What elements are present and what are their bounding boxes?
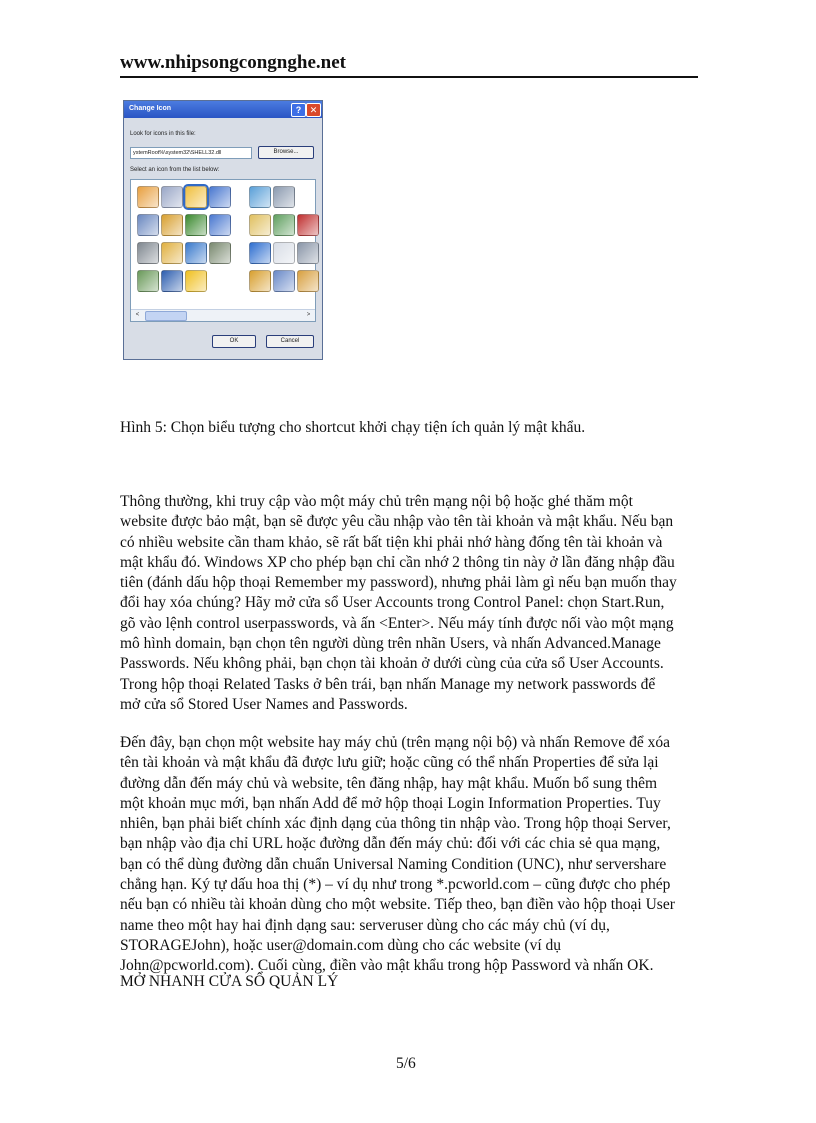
cancel-button[interactable]: Cancel — [266, 335, 314, 348]
paragraph-line: mật khẩu đó. Windows XP cho phép bạn chỉ cần nhớ 2 thông tin này ở lần đăng nhập đầu — [120, 553, 675, 571]
scroll-right-icon[interactable]: > — [306, 312, 311, 318]
key-icon[interactable] — [185, 186, 207, 208]
ok-button[interactable]: OK — [212, 335, 256, 348]
search-icon[interactable] — [273, 270, 295, 292]
paragraph-line: mở cửa sổ Stored User Names and Passwords. — [120, 695, 408, 713]
paragraph-line: bạn nhập vào địa chỉ URL hoặc đường dẫn đến máy chủ: đối với các chia sẻ qua mạng, — [120, 835, 661, 853]
recycle-icon[interactable] — [137, 270, 159, 292]
scroll-thumb[interactable] — [145, 311, 187, 321]
paragraph-line: bạn có thể dùng đường dẫn chuẩn Universal Naming Condition (UNC), như servershare — [120, 855, 667, 873]
dialog-title: Change Icon — [129, 105, 172, 112]
open-folder-icon[interactable] — [161, 242, 183, 264]
scroll-left-icon[interactable]: < — [135, 312, 140, 318]
paragraph-line: gõ vào lệnh control userpasswords, và ấn <Enter>. Nếu máy tính được nối vào một mạng — [120, 614, 674, 632]
network-icon[interactable] — [249, 186, 271, 208]
tree-icon[interactable] — [185, 214, 207, 236]
browse-button[interactable]: Browse... — [258, 146, 314, 159]
users-icon[interactable] — [161, 270, 183, 292]
photo-icon[interactable] — [297, 270, 319, 292]
dialog-titlebar — [124, 101, 322, 118]
paragraph-line: nếu bạn có nhiều tài khoản dùng cho một website. Tiếp theo, bạn điền vào hộp thoại User — [120, 896, 675, 914]
icon-list[interactable] — [130, 179, 316, 322]
lock-icon[interactable] — [249, 270, 271, 292]
window-icon[interactable] — [137, 186, 159, 208]
change-icon-dialog — [123, 100, 323, 360]
folder-icon[interactable] — [161, 214, 183, 236]
paragraph-line: tiên (đánh dấu hộp thoại Remember my password), nhưng phải làm gì nếu bạn muốn thay — [120, 574, 677, 592]
paragraph-1 — [120, 492, 720, 715]
paragraph-line: một khoản mục mới, bạn nhấn Add để mở hộp thoại Login Information Properties. Tuy — [120, 794, 661, 812]
paragraph-line: John@pcworld.com). Cuối cùng, điền vào mật khẩu trong hộp Password và nhấn OK. — [120, 957, 654, 975]
select-icon-label: Select an icon from the list below: — [130, 167, 220, 173]
paragraph-line: website được bảo mật, bạn sẽ được yêu cầu nhập vào tên tài khoản và mật khẩu. Nếu bạn — [120, 513, 674, 531]
paragraph-line: nhiên, bạn phải biết chính xác định dạng của thông tin nhập vào. Trong hộp thoại Server, — [120, 815, 671, 833]
globe-icon[interactable] — [249, 242, 271, 264]
monitor-icon[interactable] — [209, 214, 231, 236]
paragraph-line: STORAGEJohn), hoặc user@domain.com dùng cho các website (ví dụ — [120, 936, 562, 954]
figure-caption: Hình 5: Chọn biểu tượng cho shortcut khởi chạy tiện ích quản lý mật khẩu. — [120, 419, 586, 436]
plug-icon[interactable] — [273, 214, 295, 236]
drive-icon[interactable] — [297, 242, 319, 264]
page-number: 5/6 — [396, 1055, 416, 1072]
paragraph-line: có nhiều website cần tham khảo, sẽ rất bất tiện khi phải nhớ hàng đống tên tài khoản và — [120, 533, 663, 551]
paragraph-line: đổi hay xóa chúng? Hãy mở cửa sổ User Accounts trong Control Panel: chọn Start.Run, — [120, 594, 665, 612]
paragraph-line: Thông thường, khi truy cập vào một máy chủ trên mạng nội bộ hoặc ghé thăm một — [120, 493, 633, 510]
trash-icon[interactable] — [137, 242, 159, 264]
icon-file-path-input[interactable]: ystemRoot%\system32\SHELL32.dll — [130, 147, 252, 159]
disk-icon[interactable] — [297, 214, 319, 236]
paragraph-line: chẳng hạn. Ký tự dấu hoa thị (*) – ví dụ như trong *.pcworld.com – cũng được cho phép — [120, 876, 671, 894]
paragraph-line: Trong hộp thoại Related Tasks ở bên trái, bạn nhấn Manage my network passwords để — [120, 675, 656, 693]
paragraph-line: Đến đây, bạn chọn một website hay máy chủ (trên mạng nội bộ) và nhấn Remove để xóa — [120, 734, 670, 751]
computer-icon[interactable] — [137, 214, 159, 236]
look-for-label: Look for icons in this file: — [130, 131, 196, 137]
bin-icon[interactable] — [209, 242, 231, 264]
windows-icon[interactable] — [209, 186, 231, 208]
desktop-icon[interactable] — [185, 242, 207, 264]
paragraph-line: tên tài khoản và mật khẩu đã được lưu giữ; hoặc cũng có thể nhấn Properties để sửa lại — [120, 754, 659, 772]
help-button[interactable]: ? — [291, 103, 306, 117]
site-header[interactable]: www.nhipsongcongnghe.net — [120, 52, 698, 78]
paragraph-line: mô hình domain, bạn chọn tên người dùng trên nhãn Users, và nhấn Advanced.Manage — [120, 635, 661, 653]
help-icon[interactable] — [249, 214, 271, 236]
printer-icon[interactable] — [273, 186, 295, 208]
close-button[interactable]: ✕ — [306, 103, 321, 117]
document-icon[interactable] — [273, 242, 295, 264]
paragraph-2 — [120, 733, 720, 977]
section-heading: MỞ NHANH CỬA SỔ QUẢN LÝ — [120, 973, 339, 990]
cd-icon[interactable] — [161, 186, 183, 208]
paragraph-line: Passwords. Nếu không phải, bạn chọn tài khoản ở dưới cùng của cửa sổ User Accounts. — [120, 655, 664, 673]
star-icon[interactable] — [185, 270, 207, 292]
paragraph-line: name theo một hay hai định dạng sau: serveruser dùng cho các máy chủ (ví dụ, — [120, 916, 610, 934]
horizontal-scrollbar[interactable] — [131, 309, 315, 321]
paragraph-line: đường dẫn đến máy chủ và website, tên đăng nhập, hay mật khẩu. Muốn bổ sung thêm — [120, 774, 658, 792]
